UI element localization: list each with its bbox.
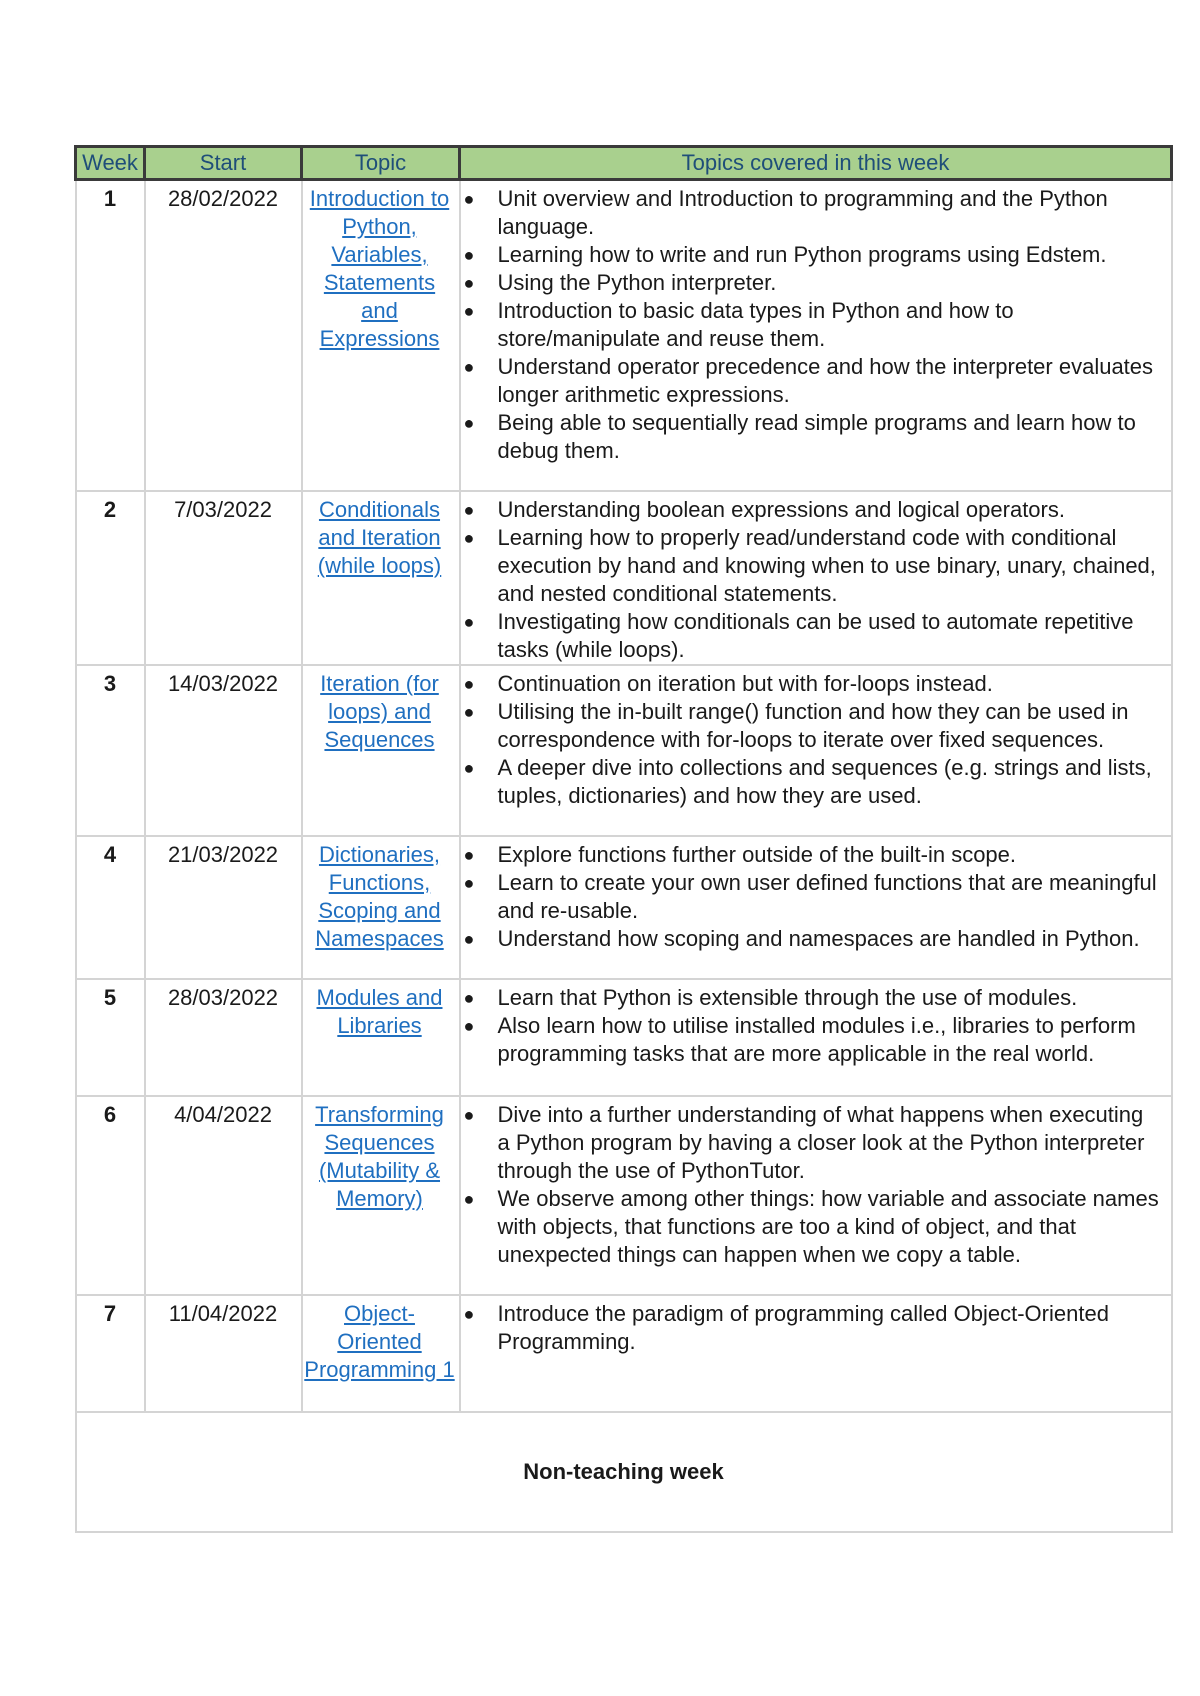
list-item-text: Unit overview and Introduction to programming and the Python language.: [497, 186, 1108, 239]
week-number: 3: [76, 665, 145, 836]
bullet-icon: ●: [463, 757, 475, 778]
topic-cell: [302, 1096, 460, 1295]
topic-link[interactable]: Conditionals and Iteration (while loops): [317, 496, 442, 578]
bullet-icon: ●: [463, 701, 475, 722]
covered-cell: [460, 665, 1172, 836]
covered-cell: [460, 1295, 1172, 1412]
list-item: [461, 524, 1161, 608]
week-number: 2: [76, 491, 145, 665]
list-item: [461, 1300, 1161, 1356]
list-item: [461, 869, 1161, 925]
list-item: [461, 185, 1161, 241]
start-date: 14/03/2022: [145, 665, 302, 836]
bullet-icon: ●: [463, 245, 475, 265]
week-number: 7: [76, 1295, 145, 1412]
header-topic: Topic: [302, 147, 460, 180]
covered-cell: [460, 979, 1172, 1096]
list-item: [461, 1101, 1161, 1185]
list-item-text: Learn to create your own user defined functions that are meaningful and re-usable.: [497, 869, 1157, 923]
list-item-text: Utilising the in-built range() function and how they can be used in correspondence with for-loops to iterate over fixed sequences.: [497, 698, 1129, 752]
list-item-text: Learning how to properly read/understand code with conditional execution by hand and knowing when to use binary, unary, chained, and nested conditional statements.: [497, 524, 1156, 606]
bullet-icon: ●: [463, 527, 475, 548]
bullet-icon: ●: [463, 413, 475, 433]
topic-link[interactable]: Modules and Libraries: [316, 984, 443, 1038]
list-item-text: Dive into a further understanding of what happens when executing a Python program by having a closer look at the Python interpreter through the use of PythonTutor.: [497, 1101, 1145, 1183]
week-number: 1: [76, 180, 145, 491]
covered-list: [461, 670, 1161, 810]
list-item: [461, 841, 1161, 869]
header-start: Start: [145, 147, 302, 180]
list-item: [461, 670, 1161, 698]
topic-cell: [302, 491, 460, 665]
list-item-text: A deeper dive into collections and sequences (e.g. strings and lists, tuples, dictionaries) and how they are used.: [497, 754, 1152, 808]
list-item-text: Learn that Python is extensible through the use of modules.: [497, 984, 1078, 1010]
bullet-icon: ●: [463, 357, 475, 377]
list-item-text: Continuation on iteration but with for-loops instead.: [497, 670, 993, 696]
start-date: 11/04/2022: [145, 1295, 302, 1412]
covered-list: [461, 1300, 1161, 1356]
non-teaching-label: Non-teaching week: [523, 1458, 724, 1484]
schedule-table: [74, 145, 1173, 1533]
week-number: 6: [76, 1096, 145, 1295]
list-item: [461, 984, 1161, 1012]
list-item: [461, 241, 1161, 269]
list-item: [461, 698, 1161, 754]
topic-cell: [302, 1295, 460, 1412]
topic-cell: [302, 836, 460, 979]
non-teaching-row: [76, 1412, 1172, 1532]
list-item-text: Learning how to write and run Python programs using Edstem.: [497, 242, 1107, 267]
list-item: [461, 1185, 1161, 1269]
covered-cell: [460, 1096, 1172, 1295]
covered-cell: [460, 836, 1172, 979]
bullet-icon: ●: [463, 1303, 475, 1324]
covered-list: [461, 496, 1161, 664]
list-item-text: Using the Python interpreter.: [497, 270, 777, 295]
bullet-icon: ●: [463, 928, 475, 949]
header-row: [76, 147, 1172, 180]
topic-cell: [302, 665, 460, 836]
start-date: 4/04/2022: [145, 1096, 302, 1295]
start-date: 21/03/2022: [145, 836, 302, 979]
start-date: 7/03/2022: [145, 491, 302, 665]
bullet-icon: ●: [463, 872, 475, 893]
bullet-icon: ●: [463, 1015, 475, 1036]
list-item: [461, 297, 1161, 353]
list-item: [461, 269, 1161, 297]
bullet-icon: ●: [463, 1104, 475, 1125]
list-item: [461, 925, 1161, 953]
bullet-icon: ●: [463, 987, 475, 1008]
topic-cell: [302, 180, 460, 491]
bullet-icon: ●: [463, 611, 475, 632]
topic-link[interactable]: Dictionaries, Functions, Scoping and Namespaces: [315, 841, 444, 951]
bullet-icon: ●: [463, 844, 475, 865]
schedule-rows: [76, 180, 1172, 1412]
start-date: 28/03/2022: [145, 979, 302, 1096]
non-teaching-cell: [76, 1412, 1172, 1532]
list-item-text: We observe among other things: how variable and associate names with objects, that functions are too a kind of object, and that unexpected things can happen when we copy a table.: [497, 1185, 1159, 1267]
bullet-icon: ●: [463, 301, 475, 321]
topic-link[interactable]: Introduction to Python, Variables, Statements and Expressions: [309, 186, 450, 351]
table-row: [76, 180, 1172, 491]
list-item-text: Introduce the paradigm of programming called Object-Oriented Programming.: [497, 1300, 1109, 1354]
table-row: [76, 1096, 1172, 1295]
table-row: [76, 836, 1172, 979]
covered-list: [461, 841, 1161, 953]
covered-cell: [460, 491, 1172, 665]
bullet-icon: ●: [463, 499, 475, 520]
list-item: [461, 496, 1161, 524]
bullet-icon: ●: [463, 1188, 475, 1209]
covered-list: [461, 185, 1161, 465]
bullet-icon: ●: [463, 189, 475, 209]
list-item: [461, 353, 1161, 409]
week-number: 4: [76, 836, 145, 979]
topic-link[interactable]: Transforming Sequences (Mutability & Memory): [315, 1101, 444, 1211]
covered-cell: [460, 180, 1172, 491]
table-row: [76, 491, 1172, 665]
list-item-text: Introduction to basic data types in Python and how to store/manipulate and reuse them.: [497, 298, 1014, 351]
list-item-text: Understand operator precedence and how the interpreter evaluates longer arithmetic expressions.: [497, 354, 1154, 407]
bullet-icon: ●: [463, 273, 475, 293]
list-item: [461, 608, 1161, 664]
covered-list: [461, 1101, 1161, 1269]
covered-list: [461, 984, 1161, 1068]
topic-link[interactable]: Object-Oriented Programming 1: [304, 1300, 455, 1382]
topic-link[interactable]: Iteration (for loops) and Sequences: [320, 670, 439, 752]
bullet-icon: ●: [463, 673, 475, 694]
start-date: 28/02/2022: [145, 180, 302, 491]
list-item: [461, 1012, 1161, 1068]
list-item-text: Explore functions further outside of the built-in scope.: [497, 841, 1017, 867]
list-item: [461, 754, 1161, 810]
table-row: [76, 665, 1172, 836]
list-item-text: Being able to sequentially read simple programs and learn how to debug them.: [497, 410, 1136, 463]
topic-cell: [302, 979, 460, 1096]
list-item-text: Understanding boolean expressions and logical operators.: [497, 496, 1065, 522]
header-week: Week: [76, 147, 145, 180]
week-number: 5: [76, 979, 145, 1096]
header-covered: Topics covered in this week: [460, 147, 1172, 180]
list-item: [461, 409, 1161, 465]
list-item-text: Also learn how to utilise installed modules i.e., libraries to perform programming tasks that are more applicable in the real world.: [497, 1012, 1136, 1066]
table-row: [76, 1295, 1172, 1412]
list-item-text: Understand how scoping and namespaces are handled in Python.: [497, 925, 1140, 951]
list-item-text: Investigating how conditionals can be used to automate repetitive tasks (while loops).: [497, 608, 1134, 662]
table-row: [76, 979, 1172, 1096]
